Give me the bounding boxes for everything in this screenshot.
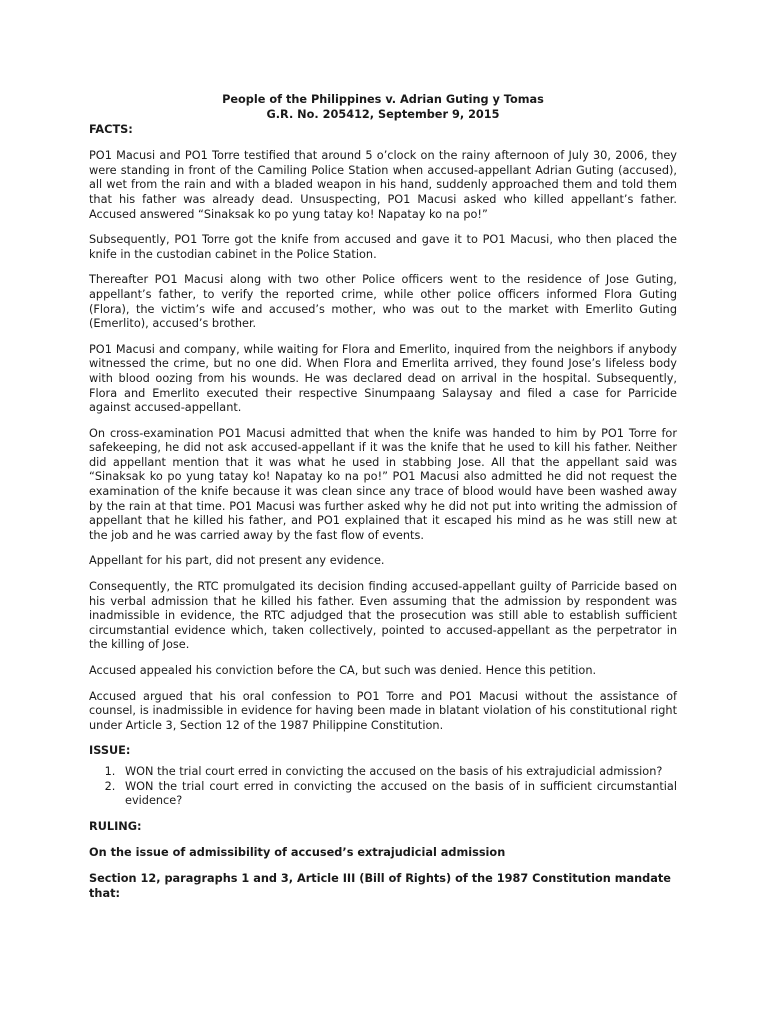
facts-paragraph-4: PO1 Macusi and company, while waiting for Flora and Emerlito, inquired from the neighbors if anybody witnessed the crime, but no one did. When Flora and Emerlita arrived, they found Jose’s lifeless body with blood oozing from his wounds. He was declared dead on arrival in the hospital. Subsequently, Flora and Emerlito executed their respective Sinumpaang Salaysay and filed a case for Parricide against accused-appellant.	[89, 342, 677, 415]
facts-paragraph-1: PO1 Macusi and PO1 Torre testified that around 5 o’clock on the rainy afternoon of July 30, 2006, they were standing in front of the Camiling Police Station when accused-appellant Adrian Guting (accused), all wet from the rain and with a bladed weapon in his hand, suddenly approached them and told them that his father was already dead. Unsuspecting, PO1 Macusi asked who killed appellant’s father. Accused answered “Sinaksak ko po yung tatay ko! Napatay ko na po!”	[89, 149, 677, 221]
issue-heading: ISSUE:	[89, 744, 131, 758]
case-title: People of the Philippines v. Adrian Guting y Tomas	[222, 93, 544, 106]
facts-paragraph-5: On cross-examination PO1 Macusi admitted that when the knife was handed to him by PO1 Torre for safekeeping, he did not ask accused-appellant if it was the knife that he used to kill his father. Neither did appellant mention that it was what he used in stabbing Jose. All that the appellant said was “Sinaksak ko po yung tatay ko! Napatay ko na po!” PO1 Macusi also admitted he did not request the examination of the knife because it was clean since any trace of blood would have been washed away by the rain at that time. PO1 Macusi was further asked why he did not put into writing the admission of appellant that he killed his father, and PO1 explained that it escaped his mind as he was still new at the job and he was carried away by the fast flow of events.	[89, 426, 677, 542]
document-page	[89, 93, 677, 912]
issue-item-2: 2. WON the trial court erred in convicting the accused on the basis of in sufficient circumstantial evidence?	[119, 780, 677, 809]
facts-paragraph-3: Thereafter PO1 Macusi along with two other Police officers went to the residence of Jose Guting, appellant’s father, to verify the reported crime, while other police officers informed Flora Guting (Flora), the victim’s wife and accused’s mother, who was out to the market with Emerlito Guting (Emerlito), accused’s brother.	[89, 273, 677, 331]
facts-paragraph-6: Appellant for his part, did not present any evidence.	[89, 554, 385, 568]
ruling-heading: RULING:	[89, 819, 142, 833]
issue-list	[89, 765, 677, 809]
facts-paragraph-8: Accused appealed his conviction before the CA, but such was denied. Hence this petition.	[89, 664, 597, 677]
case-citation: G.R. No. 205412, September 9, 2015	[266, 107, 500, 121]
facts-paragraph-2: Subsequently, PO1 Torre got the knife from accused and gave it to PO1 Macusi, who then placed the knife in the custodian cabinet in the Police Station.	[89, 233, 677, 261]
ruling-section-intro: Section 12, paragraphs 1 and 3, Article III (Bill of Rights) of the 1987 Constitution mandate that:	[89, 871, 671, 900]
issue-item-1: 1. WON the trial court erred in convicting the accused on the basis of his extrajudicial admission?	[119, 765, 677, 780]
ruling-subheading: On the issue of admissibility of accused’s extrajudicial admission	[89, 846, 506, 860]
facts-heading: FACTS:	[89, 122, 133, 136]
facts-paragraph-9: Accused argued that his oral confession to PO1 Torre and PO1 Macusi without the assistance of counsel, is inadmissible in evidence for having been made in blatant violation of his constitutional right under Article 3, Section 12 of the 1987 Philippine Constitution.	[89, 689, 677, 732]
facts-paragraph-7: Consequently, the RTC promulgated its decision finding accused-appellant guilty of Parricide based on his verbal admission that he killed his father. Even assuming that the admission by respondent was inadmissible in evidence, the RTC adjudged that the prosecution was still able to establish sufficient circumstantial evidence which, taken collectively, pointed to accused-appellant as the perpetrator in the killing of Jose.	[89, 580, 677, 652]
